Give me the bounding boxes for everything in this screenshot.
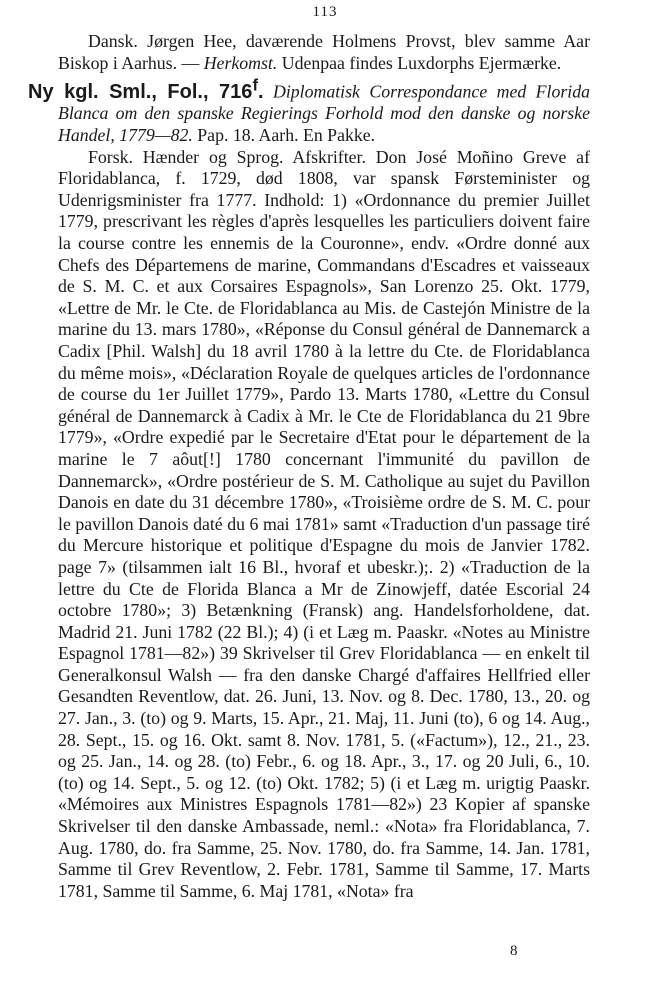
entry-title: Diplomatisk Correspondance med Florida Blanca om den spanske Regierings Forhold mod den danske og norske Handel, 1779—82. — [58, 81, 591, 146]
paragraph-text-end: Udenpaa findes Luxdorphs Ejermærke. — [277, 52, 562, 73]
signature-mark: 8 — [510, 943, 518, 959]
shelfmark-text: Ny kgl. Sml., Fol., 716 — [28, 80, 253, 103]
page-number: 113 — [312, 4, 338, 20]
shelfmark-period: . — [257, 80, 264, 103]
entry-description: Forsk. Hænder og Sprog. Afskrifter. Don José Moñino Greve af Floridablanca, f. 1729, død 1808, var spansk Førsteminister og Udenrigsminister fra 1777. Indhold: 1) «Ordonnance du premier Juillet 1779, prescrivant les règles d'après lesquelles les particuliers doivent faire la course contre les ennemis de la Couronne», endv. «Ordre donné aux Chefs des Départemens de marine, Commandans d'Escadres et vaisseaux de S. M. C. et aux Corsaires Espagnols», San Lorenzo 25. Okt. 1779, «Lettre de Mr. le Cte. de Floridablanca au Mis. de Castejón Ministre de la marine du 13. mars 1780», «Réponse du Consul général de Dannemarck a Cadix [Phil. Walsh] du 18 avril 1780 à la lettre du Cte. de Floridablanca du même mois», «Déclaration Royale de quelques articles de l'ordonnance de course du 1er Juillet 1779», Pardo 13. Marts 1780, «Lettre du Consul général de Dannemarck à Cadix à Mr. le Cte de Floridablanca du 21 9bre 1779», «Ordre expedié par le Secretaire d'Etat pour le département de la marine le 7 aôut[!] 1780 concernant l'immunité du pavillon de Dannemarck», «Ordre postérieur de S. M. Catholique au sujet du Pavillon Danois en date du 31 décembre 1780», «Troisième ordre de S. M. C. pour le pavillon Danois daté du 6 mai 1781» samt «Traduction d'un passage tiré du Mercure historique et politique d'Espagne du mois de Janvier 1782. page 7» (tilsammen ialt 16 Bl., hvoraf et ubeskr.);. 2) «Traduction de la lettre du Cte de Florida Blanca a Mr de Zinowjeff, datée Escorial 24 octobre 1780»; 3) Betænkning (Fransk) ang. Handelsforholdene, dat. Madrid 21. Juni 1782 (22 Bl.); 4) (i et Læg m. Paaskr. «Notes au Ministre Espagnol 1781—82») 39 Skrivelser til Grev Floridablanca — en enkelt til Generalkonsul Walsh — fra den danske Chargé d'affaires Hellfried eller Gesandten Reventlow, dat. 26. Juni, 13. Nov. og 8. Dec. 1780, 13., 20. og 27. Jan., 3. (to) og 9. Marts, 15. Apr., 21. Maj, 11. Juni (to), 6 og 14. Aug., 28. Sept., 15. og 16. Okt. samt 8. Nov. 1781, 5. («Factum»), 12., 21., 23. og 25. Jan., 14. og 28. (to) Febr., 6. og 18. Apr., 3., 17. og 20 Juli, 6., 10. (to) og 14. Sept., 5. og 12. (to) Okt. 1782; 5) (i et Læg m. urigtig Paaskr. «Mémoires aux Ministres Espagnols 1781—82») 23 Kopier af spanske Skrivelser til den danske Ambassade, neml.: «Nota» fra Floridablanca, 7. Aug. 1780, do. fra Samme, 25. Nov. 1780, do. fra Samme, 14. Jan. 1781, Samme til Grev Reventlow, 2. Febr. 1781, Samme til Samme, 17. Marts 1781, Samme til Samme, 6. Maj 1781, «Nota» fra — [58, 146, 590, 901]
shelfmark — [28, 75, 264, 103]
shelfmark-superscript: f — [252, 75, 258, 95]
entry-details: Pap. 18. Aarh. En Pakke. — [192, 125, 376, 146]
catalog-entry-heading — [28, 74, 590, 146]
page-content — [28, 31, 591, 902]
paragraph-text: Dansk. Jørgen Hee, daværende Holmens Provst, blev samme Aar Biskop i Aarhus. — — [58, 31, 590, 73]
paragraph-italic: Herkomst. — [203, 52, 278, 73]
paragraph-continuation — [58, 31, 590, 74]
